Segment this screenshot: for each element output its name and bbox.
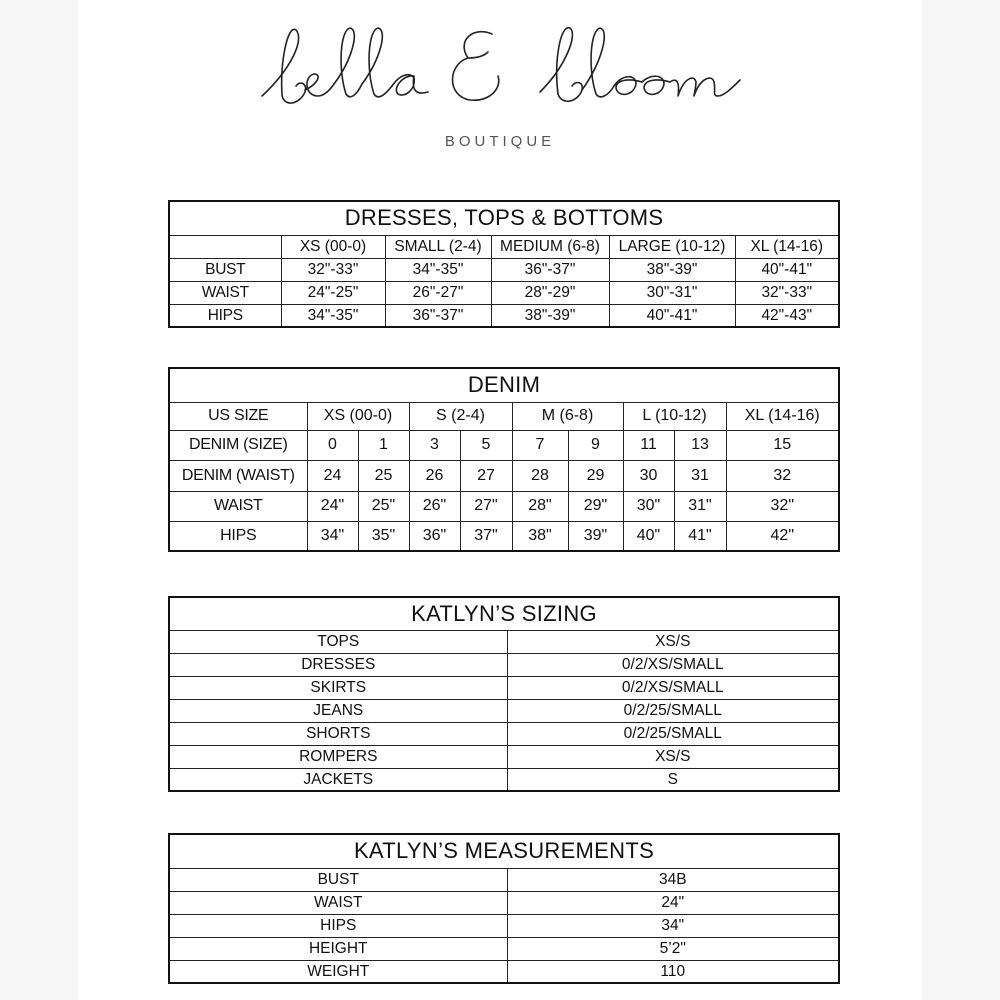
denim-cell: 9 bbox=[568, 430, 623, 460]
size-header: XL (14-16) bbox=[735, 235, 839, 258]
row-value: 110 bbox=[507, 960, 839, 983]
row-value: 0/2/XS/SMALL bbox=[507, 676, 839, 699]
table-row bbox=[169, 430, 839, 460]
table-row bbox=[169, 914, 839, 937]
table-row bbox=[169, 768, 839, 791]
row-label: SHORTS bbox=[169, 722, 507, 745]
table-row bbox=[169, 653, 839, 676]
row-value: S bbox=[507, 768, 839, 791]
table-row bbox=[169, 258, 839, 281]
measurement-cell: 40"-41" bbox=[735, 258, 839, 281]
row-label: JACKETS bbox=[169, 768, 507, 791]
denim-cell: 32 bbox=[726, 460, 839, 491]
table-row bbox=[169, 676, 839, 699]
measurement-cell: 38"-39" bbox=[609, 258, 735, 281]
brand-subtitle: BOUTIQUE bbox=[444, 133, 556, 150]
table-title: DRESSES, TOPS & BOTTOMS bbox=[169, 201, 839, 235]
dresses-tops-bottoms-table bbox=[168, 200, 840, 328]
measurement-cell: 24"-25" bbox=[281, 281, 385, 304]
row-label: WAIST bbox=[169, 891, 507, 914]
denim-cell: 30" bbox=[623, 491, 674, 521]
denim-cell: 30 bbox=[623, 460, 674, 491]
row-value: 0/2/25/SMALL bbox=[507, 699, 839, 722]
denim-cell: 31" bbox=[674, 491, 726, 521]
row-label: SKIRTS bbox=[169, 676, 507, 699]
measurement-cell: 42"-43" bbox=[735, 304, 839, 327]
row-label: HIPS bbox=[169, 914, 507, 937]
denim-cell: 0 bbox=[307, 430, 358, 460]
row-value: 5’2" bbox=[507, 937, 839, 960]
row-value: 34B bbox=[507, 868, 839, 891]
row-label: JEANS bbox=[169, 699, 507, 722]
denim-cell: 39" bbox=[568, 521, 623, 551]
denim-cell: 25 bbox=[358, 460, 409, 491]
denim-cell: 26 bbox=[409, 460, 460, 491]
measurement-cell: 26"-27" bbox=[385, 281, 491, 304]
denim-cell: 31 bbox=[674, 460, 726, 491]
denim-cell: 38" bbox=[512, 521, 568, 551]
size-header: SMALL (2-4) bbox=[385, 235, 491, 258]
measurement-cell: 40"-41" bbox=[609, 304, 735, 327]
row-label: BUST bbox=[169, 868, 507, 891]
row-label: WAIST bbox=[169, 281, 281, 304]
row-value: 0/2/XS/SMALL bbox=[507, 653, 839, 676]
measurement-cell: 36"-37" bbox=[385, 304, 491, 327]
denim-cell: 24 bbox=[307, 460, 358, 491]
denim-cell: 35" bbox=[358, 521, 409, 551]
row-label: HEIGHT bbox=[169, 937, 507, 960]
measurement-cell: 34"-35" bbox=[385, 258, 491, 281]
table-title: DENIM bbox=[169, 368, 839, 402]
denim-cell: 24" bbox=[307, 491, 358, 521]
denim-cell: 40" bbox=[623, 521, 674, 551]
table-row bbox=[169, 304, 839, 327]
table-row bbox=[169, 630, 839, 653]
row-label: DENIM (SIZE) bbox=[169, 430, 307, 460]
denim-cell: 28" bbox=[512, 491, 568, 521]
header-label: US SIZE bbox=[169, 402, 307, 430]
row-label: ROMPERS bbox=[169, 745, 507, 768]
row-value: 0/2/25/SMALL bbox=[507, 722, 839, 745]
denim-cell: 42" bbox=[726, 521, 839, 551]
denim-cell: 28 bbox=[512, 460, 568, 491]
bella-bloom-script-logo bbox=[0, 0, 1000, 130]
denim-cell: 3 bbox=[409, 430, 460, 460]
measurement-cell: 34"-35" bbox=[281, 304, 385, 327]
denim-cell: 13 bbox=[674, 430, 726, 460]
row-label: WEIGHT bbox=[169, 960, 507, 983]
table-row bbox=[169, 699, 839, 722]
denim-cell: 41" bbox=[674, 521, 726, 551]
row-value: XS/S bbox=[507, 745, 839, 768]
size-header: XL (14-16) bbox=[726, 402, 839, 430]
table-row bbox=[169, 281, 839, 304]
table-row bbox=[169, 937, 839, 960]
table-row bbox=[169, 491, 839, 521]
row-label: TOPS bbox=[169, 630, 507, 653]
denim-cell: 5 bbox=[460, 430, 512, 460]
table-row bbox=[169, 960, 839, 983]
row-label: WAIST bbox=[169, 491, 307, 521]
measurement-cell: 36"-37" bbox=[491, 258, 609, 281]
denim-cell: 26" bbox=[409, 491, 460, 521]
denim-cell: 15 bbox=[726, 430, 839, 460]
table-row bbox=[169, 891, 839, 914]
row-value: 24" bbox=[507, 891, 839, 914]
table-row bbox=[169, 745, 839, 768]
measurement-cell: 32"-33" bbox=[281, 258, 385, 281]
table-row bbox=[169, 460, 839, 491]
denim-cell: 11 bbox=[623, 430, 674, 460]
size-header: S (2-4) bbox=[409, 402, 512, 430]
denim-cell: 34" bbox=[307, 521, 358, 551]
size-header: L (10-12) bbox=[623, 402, 726, 430]
denim-cell: 7 bbox=[512, 430, 568, 460]
measurement-cell: 38"-39" bbox=[491, 304, 609, 327]
row-value: 34" bbox=[507, 914, 839, 937]
katlyns-measurements-table bbox=[168, 833, 840, 984]
katlyns-sizing-table bbox=[168, 596, 840, 792]
size-header: M (6-8) bbox=[512, 402, 623, 430]
denim-cell: 32" bbox=[726, 491, 839, 521]
measurement-cell: 32"-33" bbox=[735, 281, 839, 304]
row-label: HIPS bbox=[169, 521, 307, 551]
denim-cell: 25" bbox=[358, 491, 409, 521]
table-row bbox=[169, 868, 839, 891]
measurement-cell: 28"-29" bbox=[491, 281, 609, 304]
size-header: MEDIUM (6-8) bbox=[491, 235, 609, 258]
denim-cell: 37" bbox=[460, 521, 512, 551]
table-title: KATLYN’S MEASUREMENTS bbox=[169, 834, 839, 868]
measurement-cell: 30"-31" bbox=[609, 281, 735, 304]
denim-cell: 29" bbox=[568, 491, 623, 521]
header-blank-cell bbox=[169, 235, 281, 258]
size-header: LARGE (10-12) bbox=[609, 235, 735, 258]
row-value: XS/S bbox=[507, 630, 839, 653]
row-label: DRESSES bbox=[169, 653, 507, 676]
denim-cell: 36" bbox=[409, 521, 460, 551]
row-label: BUST bbox=[169, 258, 281, 281]
row-label: HIPS bbox=[169, 304, 281, 327]
denim-cell: 27" bbox=[460, 491, 512, 521]
table-title: KATLYN’S SIZING bbox=[169, 597, 839, 630]
denim-cell: 27 bbox=[460, 460, 512, 491]
size-header: XS (00-0) bbox=[281, 235, 385, 258]
denim-cell: 29 bbox=[568, 460, 623, 491]
table-row bbox=[169, 722, 839, 745]
denim-table bbox=[168, 367, 840, 552]
denim-cell: 1 bbox=[358, 430, 409, 460]
size-header: XS (00-0) bbox=[307, 402, 409, 430]
table-row bbox=[169, 521, 839, 551]
row-label: DENIM (WAIST) bbox=[169, 460, 307, 491]
